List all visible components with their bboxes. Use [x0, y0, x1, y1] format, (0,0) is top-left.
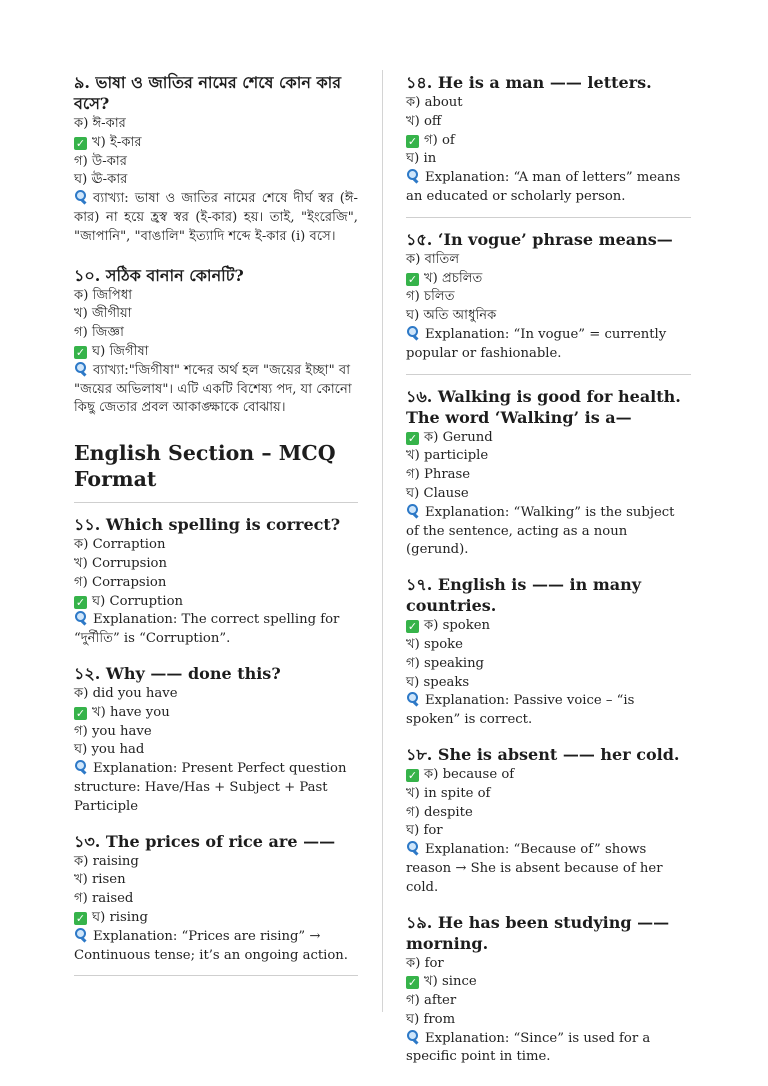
question-title: ১৪. He is a man —— letters.	[406, 73, 652, 92]
check-mark-icon: ✓	[75, 345, 86, 359]
question-19	[406, 912, 691, 1068]
answer-option-text: খ) প্রচলিত	[424, 270, 483, 286]
divider	[74, 502, 358, 503]
explanation	[406, 692, 691, 730]
check-mark-icon: ✓	[75, 595, 86, 609]
answer-option-text: খ) in spite of	[406, 785, 491, 801]
answer-option	[74, 115, 358, 134]
answer-option-text: গ) despite	[406, 804, 473, 820]
left-column	[74, 72, 358, 987]
answer-option-text: খ) participle	[406, 448, 489, 464]
answer-option	[406, 447, 691, 466]
explanation	[74, 362, 358, 418]
question-16	[406, 386, 691, 561]
answer-option	[74, 574, 358, 593]
answer-option-text: গ) speaking	[406, 655, 484, 671]
question-title: ১২. Why —— done this?	[74, 663, 281, 683]
answer-option	[406, 674, 691, 693]
divider	[406, 374, 691, 375]
explanation-text: Explanation: Passive voice – “is spoken” is correct.	[406, 693, 635, 728]
answer-option	[406, 94, 691, 113]
answer-option-text: গ) Phrase	[406, 467, 471, 483]
answer-option-text: গ) চলিত	[406, 289, 455, 305]
answer-option-text: ক) did you have	[74, 685, 178, 701]
answer-option-text: ঘ) Clause	[406, 485, 469, 501]
magnifier-icon	[74, 362, 88, 375]
magnifier-icon	[406, 169, 420, 182]
divider	[406, 217, 691, 218]
question-title: ১৭. English is —— in many countries.	[406, 575, 642, 616]
answer-option-text: ক) Gerund	[424, 429, 493, 445]
answer-option-text: ক) জিপিধা	[74, 287, 133, 303]
question-14	[406, 72, 691, 207]
answer-option	[406, 822, 691, 841]
answer-option	[406, 617, 691, 636]
answer-option	[74, 685, 358, 704]
question-10	[74, 265, 358, 419]
question-title: ১৮. She is absent —— her cold.	[406, 744, 680, 764]
answer-option	[74, 287, 358, 306]
question-title: ১৬. Walking is good for health. The word ‘Walking’ is a—	[406, 386, 681, 427]
answer-option	[406, 955, 691, 974]
answer-option	[74, 890, 358, 909]
answer-option	[406, 270, 691, 289]
explanation	[74, 611, 358, 649]
question-15	[406, 229, 691, 364]
answer-option-text: ঘ) rising	[92, 909, 148, 925]
answer-option	[74, 343, 358, 362]
answer-option-text: খ) off	[406, 113, 442, 129]
question-title: ১০. সঠিক বানান কোনটি?	[74, 265, 244, 285]
answer-option	[406, 785, 691, 804]
question-title: ১৯. He has been studying —— morning.	[406, 912, 670, 953]
answer-option-text: ক) about	[406, 95, 463, 110]
answer-option-text: ঘ) you had	[74, 742, 145, 758]
answer-option	[406, 251, 691, 270]
magnifier-icon	[74, 190, 88, 203]
explanation-text: Explanation: The correct spelling for “দুর্নীতি” is “Corruption”.	[74, 612, 340, 647]
magnifier-icon	[74, 760, 88, 773]
answer-option-text: খ) জীগীয়া	[74, 306, 132, 322]
answer-option	[406, 307, 691, 326]
answer-option-text: ক) raising	[74, 853, 139, 869]
answer-option-text: ক) বাতিল	[406, 251, 460, 267]
answer-option-text: খ) since	[424, 974, 477, 990]
answer-option-text: ঘ) Corruption	[92, 593, 184, 609]
check-mark-icon: ✓	[407, 272, 418, 286]
question-13	[74, 831, 358, 966]
answer-option	[74, 536, 358, 555]
magnifier-icon	[406, 841, 420, 854]
answer-option	[74, 853, 358, 872]
check-mark-icon: ✓	[407, 134, 418, 148]
section-title: English Section – MCQ Format	[74, 441, 336, 492]
answer-option	[406, 132, 691, 151]
answer-option	[406, 973, 691, 992]
question-17	[406, 574, 691, 730]
explanation-text: Explanation: “Because of” shows reason → She is absent because of her cold.	[406, 842, 663, 895]
explanation-text: Explanation: Present Perfect question structure: Have/Has + Subject + Past Participle	[74, 761, 347, 814]
answer-option-text: ঘ) from	[406, 1011, 456, 1027]
answer-option	[406, 113, 691, 132]
explanation	[406, 169, 691, 207]
answer-option-text: গ) Corrapsion	[74, 574, 167, 590]
explanation	[406, 1030, 691, 1068]
answer-option-text: গ) you have	[74, 723, 152, 739]
explanation	[406, 841, 691, 897]
answer-option	[406, 636, 691, 655]
answer-option	[74, 723, 358, 742]
answer-option	[406, 655, 691, 674]
check-mark-icon: ✓	[75, 706, 86, 720]
answer-option-text: খ) Corrupsion	[74, 555, 167, 571]
answer-option-text: গ) উ-কার	[74, 153, 128, 169]
check-mark-icon: ✓	[407, 768, 418, 782]
answer-option	[74, 909, 358, 928]
magnifier-icon	[406, 692, 420, 705]
explanation-text: ব্যাখ্যা: ভাষা ও জাতির নামের শেষে দীর্ঘ স্বর (ঈ-কার) না হয়ে হ্রস্ব স্বর (ই-কার) হয়। তাই, "ইংরেজি", "জাপানি", "বাঙালি" ইত্যাদি শব্দে ই-কার (i) বসে।	[74, 191, 358, 244]
question-title: ১৩. The prices of rice are ——	[74, 831, 336, 851]
answer-option	[406, 485, 691, 504]
answer-option-text: গ) of	[424, 132, 455, 148]
explanation-text: Explanation: “Since” is used for a specific point in time.	[406, 1030, 651, 1065]
answer-option	[74, 324, 358, 343]
explanation	[74, 760, 358, 816]
answer-option-text: গ) জিজ্ঞা	[74, 325, 124, 341]
question-9	[74, 72, 358, 247]
answer-option	[74, 593, 358, 612]
answer-option-text: গ) after	[406, 993, 457, 1009]
answer-option	[406, 466, 691, 485]
answer-option-text: গ) raised	[74, 891, 134, 907]
check-mark-icon: ✓	[75, 911, 86, 925]
answer-option-text: ঘ) for	[406, 823, 443, 839]
explanation	[406, 504, 691, 560]
explanation	[74, 928, 358, 966]
question-title: ১৫. ‘In vogue’ phrase means—	[406, 229, 673, 249]
explanation	[406, 326, 691, 364]
explanation-text: Explanation: “In vogue” = currently popular or fashionable.	[406, 326, 667, 361]
explanation-text: Explanation: “Walking” is the subject of the sentence, acting as a noun (gerund).	[406, 504, 675, 558]
answer-option-text: ঘ) ঊ-কার	[74, 172, 128, 188]
question-title: ৯. ভাষা ও জাতির নামের শেষে কোন কার বসে?	[74, 73, 342, 113]
answer-option-text: ক) because of	[424, 766, 515, 782]
answer-option-text: ক) ঈ-কার	[74, 116, 126, 131]
right-column	[406, 72, 691, 1067]
answer-option-text: ঘ) speaks	[406, 674, 470, 690]
answer-option-text: ঘ) অতি আধুনিক	[406, 308, 497, 324]
divider	[74, 975, 358, 976]
answer-option	[406, 992, 691, 1011]
column-divider	[382, 70, 383, 1012]
answer-option-text: ঘ) in	[406, 151, 437, 167]
question-18	[406, 744, 691, 898]
answer-option-text: ক) for	[406, 955, 444, 971]
answer-option	[74, 741, 358, 760]
question-12	[74, 663, 358, 817]
answer-option	[406, 804, 691, 823]
magnifier-icon	[406, 504, 420, 517]
explanation	[74, 190, 358, 246]
check-mark-icon: ✓	[407, 620, 418, 634]
explanation-text: Explanation: “Prices are rising” → Continuous tense; it’s an ongoing action.	[74, 928, 348, 963]
answer-option	[406, 429, 691, 448]
check-mark-icon: ✓	[407, 976, 418, 990]
answer-option	[406, 1011, 691, 1030]
answer-option	[74, 134, 358, 153]
question-title: ১১. Which spelling is correct?	[74, 515, 341, 535]
answer-option	[406, 150, 691, 169]
answer-option	[74, 555, 358, 574]
answer-option-text: ক) spoken	[424, 618, 491, 634]
answer-option	[406, 288, 691, 307]
magnifier-icon	[406, 1030, 420, 1043]
answer-option-text: ক) Corraption	[74, 537, 166, 553]
check-mark-icon: ✓	[75, 136, 86, 150]
magnifier-icon	[74, 611, 88, 624]
magnifier-icon	[74, 928, 88, 941]
check-mark-icon: ✓	[407, 431, 418, 445]
question-11	[74, 514, 358, 649]
answer-option-text: খ) have you	[92, 704, 170, 720]
answer-option	[74, 153, 358, 172]
answer-option-text: খ) ই-কার	[92, 134, 142, 150]
answer-option	[74, 305, 358, 324]
explanation-text: ব্যাখ্যা:"জিগীষা" শব্দের অর্থ হল "জয়ের ইচ্ছা" বা "জয়ের অভিলাষ"। এটি একটি বিশেষ্য পদ, যা কোনো কিছু জেতার প্রবল আকাঙ্ক্ষাকে বোঝায়।	[74, 362, 352, 416]
answer-option-text: খ) risen	[74, 872, 126, 888]
magnifier-icon	[406, 326, 420, 339]
answer-option-text: ঘ) জিগীষা	[92, 343, 149, 359]
explanation-text: Explanation: “A man of letters” means an educated or scholarly person.	[406, 170, 681, 204]
answer-option	[74, 171, 358, 190]
answer-option-text: খ) spoke	[406, 636, 463, 652]
answer-option	[406, 766, 691, 785]
answer-option	[74, 871, 358, 890]
answer-option	[74, 704, 358, 723]
